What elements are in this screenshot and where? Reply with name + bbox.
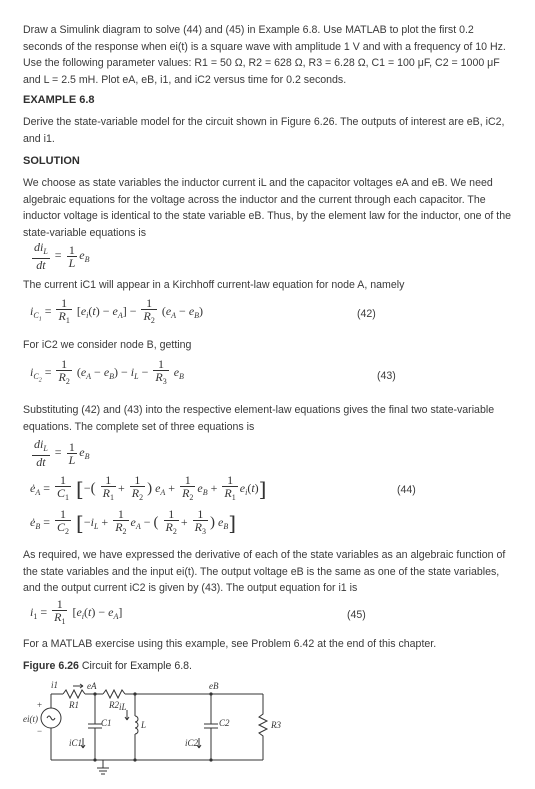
label-ic2: iC2 <box>185 738 199 748</box>
figure-caption <box>23 658 515 675</box>
resistor-r3 <box>259 694 267 760</box>
equation-45: $i_1$ = $\frac{1}{R_1}$ $[e_i(t) - e_A]$ <box>30 597 123 626</box>
label-minus: − <box>37 726 43 736</box>
label-il: iL <box>119 702 127 712</box>
solution-paragraph-1: We choose as state variables the inductor current iL and the capacitor voltages eA and eB. We need algebraic equations for the voltage across the inductor and the current through each capacitor. The inductor voltage is identical to the state variable eB. Thus, by the element law for the inductor, one of the state-variable equations is <box>23 177 511 239</box>
equation-44-line-2: $ė_A$ = $\frac{1}{C_1}$ [−( $\frac{1}{R_1}$ + $\frac{1}{R_2}$ ) $e_A$ + $\frac{1}{R_2}$ $e_B$ + $\frac{1}{R_1}$ $e_i(t)$] <box>30 473 267 502</box>
figure-caption-label: Figure 6.26 <box>23 660 79 672</box>
equation-44-line-3: $ė_B$ = $\frac{1}{C_2}$ [$-i_L$ + $\frac{1}{R_2}$ $e_A$ − ( $\frac{1}{R_2}$ + $\frac{1}{R_3}$ ) $e_B$] <box>30 507 237 536</box>
solution-paragraph-2: The current iC1 will appear in a Kirchhoff current-law equation for node A, namely <box>23 279 405 291</box>
label-ea: eA <box>87 681 97 691</box>
equation-43: $i_{C_2}$ = $\frac{1}{R_2}$ $(e_A - e_B) - i_L$ − $\frac{1}{R_3}$ $e_B$ <box>30 357 184 386</box>
equation-number-43: (43) <box>377 370 396 382</box>
solution-paragraph-5: As required, we have expressed the derivative of each of the state variables as an algebraic function of the state variables and the input ei(t). The output voltage eB is the same as one of the state variables, and the output current iC2 is given by (43). The output equation for i1 is <box>23 549 506 595</box>
label-l: L <box>141 720 147 730</box>
equation-number-45: (45) <box>347 609 366 621</box>
equation-number-42: (42) <box>357 308 376 320</box>
label-i1: i1 <box>51 680 59 690</box>
label-c2: C2 <box>219 718 230 728</box>
equation-42: $i_{C_1}$ = $\frac{1}{R_1}$ $[e_i(t) - e_A]$ − $\frac{1}{R_2}$ $(e_A - e_B)$ <box>30 296 204 325</box>
example-text: Derive the state-variable model for the circuit shown in Figure 6.26. The outputs of interest are eB, iC2, and i1. <box>23 116 505 145</box>
solution-heading: SOLUTION <box>23 155 80 167</box>
solution-paragraph-4: Substituting (42) and (43) into the respective element-law equations gives the final two state-variable equations. The complete set of three equations is <box>23 404 495 433</box>
capacitor-c1 <box>88 694 102 760</box>
equation-44-line-1: $\frac{di_L}{dt}$ = $\frac{1}{L}$ $e_B$ <box>34 437 90 469</box>
label-plus: + <box>37 700 43 710</box>
circuit-diagram <box>23 680 293 780</box>
problem-statement: Draw a Simulink diagram to solve (44) and (45) in Example 6.8. Use MATLAB to plot the first 0.2 seconds of the response when ei(t) is a square wave with amplitude 1 V and with a frequency of 10 Hz. Use the following parameter values: R1 = 50 Ω, R2 = 628 Ω, R3 = 6.28 Ω, C1 = 100 μF, C2 = 1000 μF and L = 2.5 mH. Plot eA, eB, i1, and iC2 versus time for 0.2 seconds. <box>23 24 506 86</box>
equation-inductor: $\frac{di_L}{dt}$ = $\frac{1}{L}$ $e_B$ <box>34 240 90 272</box>
equation-number-44: (44) <box>397 484 416 496</box>
ground-symbol <box>97 760 109 774</box>
label-ic1: iC1 <box>69 738 83 748</box>
solution-paragraph-3: For iC2 we consider node B, getting <box>23 339 192 351</box>
resistor-r1 <box>63 690 85 698</box>
label-c1: C1 <box>101 718 112 728</box>
label-ei: ei(t) <box>23 714 38 724</box>
resistor-r2 <box>103 690 125 698</box>
label-eb: eB <box>209 681 219 691</box>
label-r3: R3 <box>271 720 281 730</box>
inductor-l <box>135 716 138 734</box>
capacitor-c2 <box>204 694 218 760</box>
solution-paragraph-6: For a MATLAB exercise using this example, see Problem 6.42 at the end of this chapter. <box>23 638 437 650</box>
example-heading: EXAMPLE 6.8 <box>23 94 95 106</box>
figure-caption-text: Circuit for Example 6.8. <box>81 660 192 672</box>
label-r2: R2 <box>109 700 119 710</box>
label-r1: R1 <box>69 700 79 710</box>
